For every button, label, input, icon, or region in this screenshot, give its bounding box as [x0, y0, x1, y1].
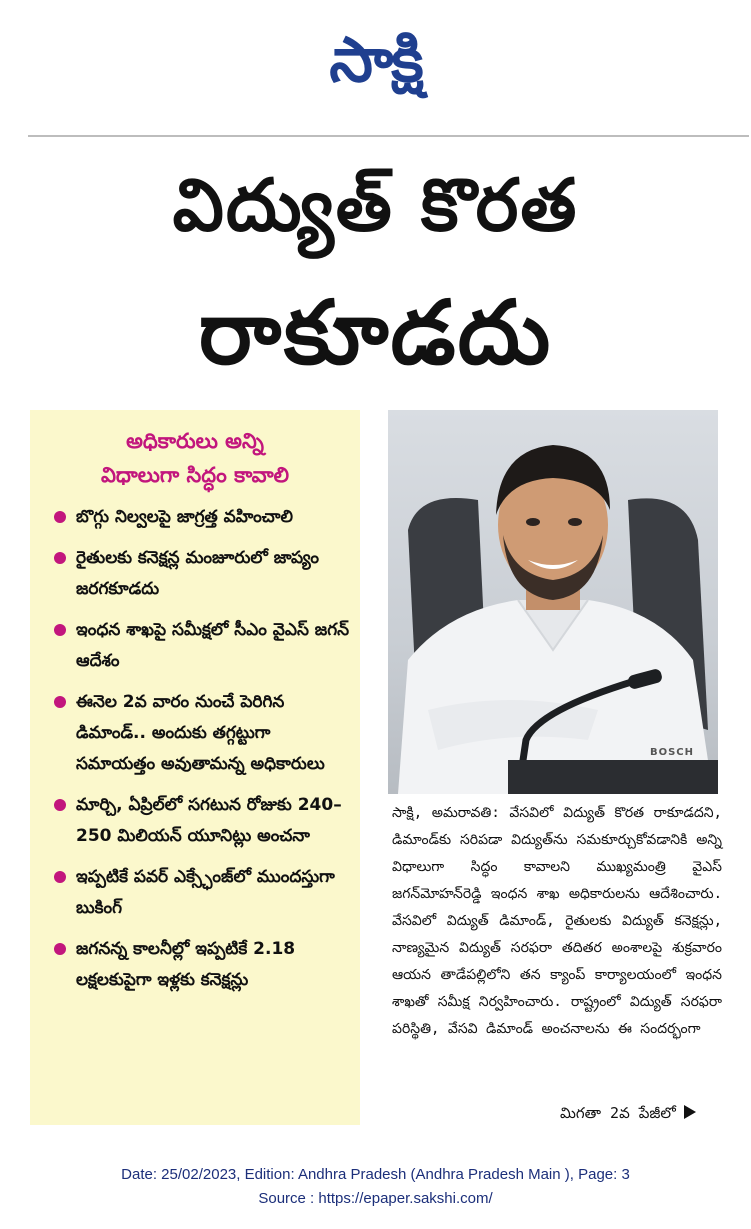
continued-text: మిగతా 2వ పేజీలో	[560, 1104, 676, 1122]
mic-brand-label: BOSCH	[649, 747, 694, 758]
highlights-panel	[30, 410, 360, 1125]
list-item	[50, 790, 350, 852]
list-item-text: బొగ్గు నిల్వలపై జాగ్రత్త వహించాలి	[76, 507, 293, 527]
bullet-icon	[54, 552, 66, 564]
person-illustration	[388, 410, 718, 794]
list-item	[50, 543, 350, 605]
highlights-heading-line-1: అధికారులు అన్ని	[126, 429, 264, 453]
list-item	[50, 687, 350, 780]
list-item	[50, 862, 350, 924]
bullet-icon	[54, 624, 66, 636]
highlights-list	[30, 502, 360, 996]
arrow-right-icon	[684, 1105, 696, 1119]
continued-note	[560, 1104, 696, 1126]
news-photo	[388, 410, 718, 794]
article-text: సాక్షి, అమరావతి: వేసవిలో విద్యుత్ కొరత రాకూడదని, డిమాండ్‌కు సరిపడా విద్యుత్‌ను సమకూర్చుకోవడానికి అన్ని విధాలుగా సిద్ధం కావాలని ముఖ్యమంత్రి వైఎస్ జగన్‌మోహన్‌రెడ్డి ఇంధన శాఖ అధికారులను ఆదేశించారు. వేసవిలో విద్యుత్ డిమాండ్, రైతులకు విద్యుత్ కనెక్షన్లు, నాణ్యమైన విద్యుత్ సరఫరా తదితర అంశాలపై శుక్రవారం ఆయన తాడేపల్లిలోని తన క్యాంప్ కార్యాలయంలో ఇంధన శాఖతో సమీక్ష నిర్వహించారు. రాష్ట్రంలో విద్యుత్ సరఫరా పరిస్థితి, వేసవి డిమాండ్ అంచనాలను ఈ సందర్భంగా	[392, 805, 722, 1037]
bullet-icon	[54, 871, 66, 883]
highlights-heading-line-2: విధాలుగా సిద్ధం కావాలి	[100, 463, 290, 487]
highlights-heading	[30, 424, 360, 492]
footer-source: Source : https://epaper.sakshi.com/	[258, 1190, 493, 1207]
bullet-icon	[54, 943, 66, 955]
list-item	[50, 934, 350, 996]
footer-date-edition: Date: 25/02/2023, Edition: Andhra Pradesh (Andhra Pradesh Main ), Page: 3	[121, 1166, 630, 1183]
list-item	[50, 502, 350, 533]
list-item-text: ఇంధన శాఖపై సమీక్షలో సీఎం వైఎస్ జగన్ ఆదేశం	[76, 620, 350, 671]
bullet-icon	[54, 696, 66, 708]
headline-line-2: రాకూడదు	[198, 281, 553, 384]
bullet-icon	[54, 799, 66, 811]
bullet-icon	[54, 511, 66, 523]
headline-line-1: విద్యుత్ కొరత	[172, 163, 579, 247]
list-item-text: ఇప్పటికే పవర్ ఎక్స్ఛేంజ్‌లో ముందస్తుగా బుకింగ్	[76, 867, 335, 918]
list-item-text: రైతులకు కనెక్షన్ల మంజూరులో జాప్యం జరగకూడదు	[76, 548, 319, 599]
list-item-text: మార్చి, ఏప్రిల్‌లో సగటున రోజుకు 240–250 మిలియన్ యూనిట్లు అంచనా	[76, 795, 342, 846]
article-body	[392, 800, 722, 1043]
masthead-logo: సాక్షి	[329, 23, 422, 96]
masthead-divider	[28, 135, 749, 137]
list-item	[50, 615, 350, 677]
list-item-text: ఈనెల 2వ వారం నుంచే పెరిగిన డిమాండ్.. అందుకు తగ్గట్టుగా సమాయత్తం అవుతామన్న అధికారులు	[76, 692, 325, 774]
list-item-text: జగనన్న కాలనీల్లో ఇప్పటికే 2.18 లక్షలకుపైగా ఇళ్లకు కనెక్షన్లు	[76, 939, 296, 990]
